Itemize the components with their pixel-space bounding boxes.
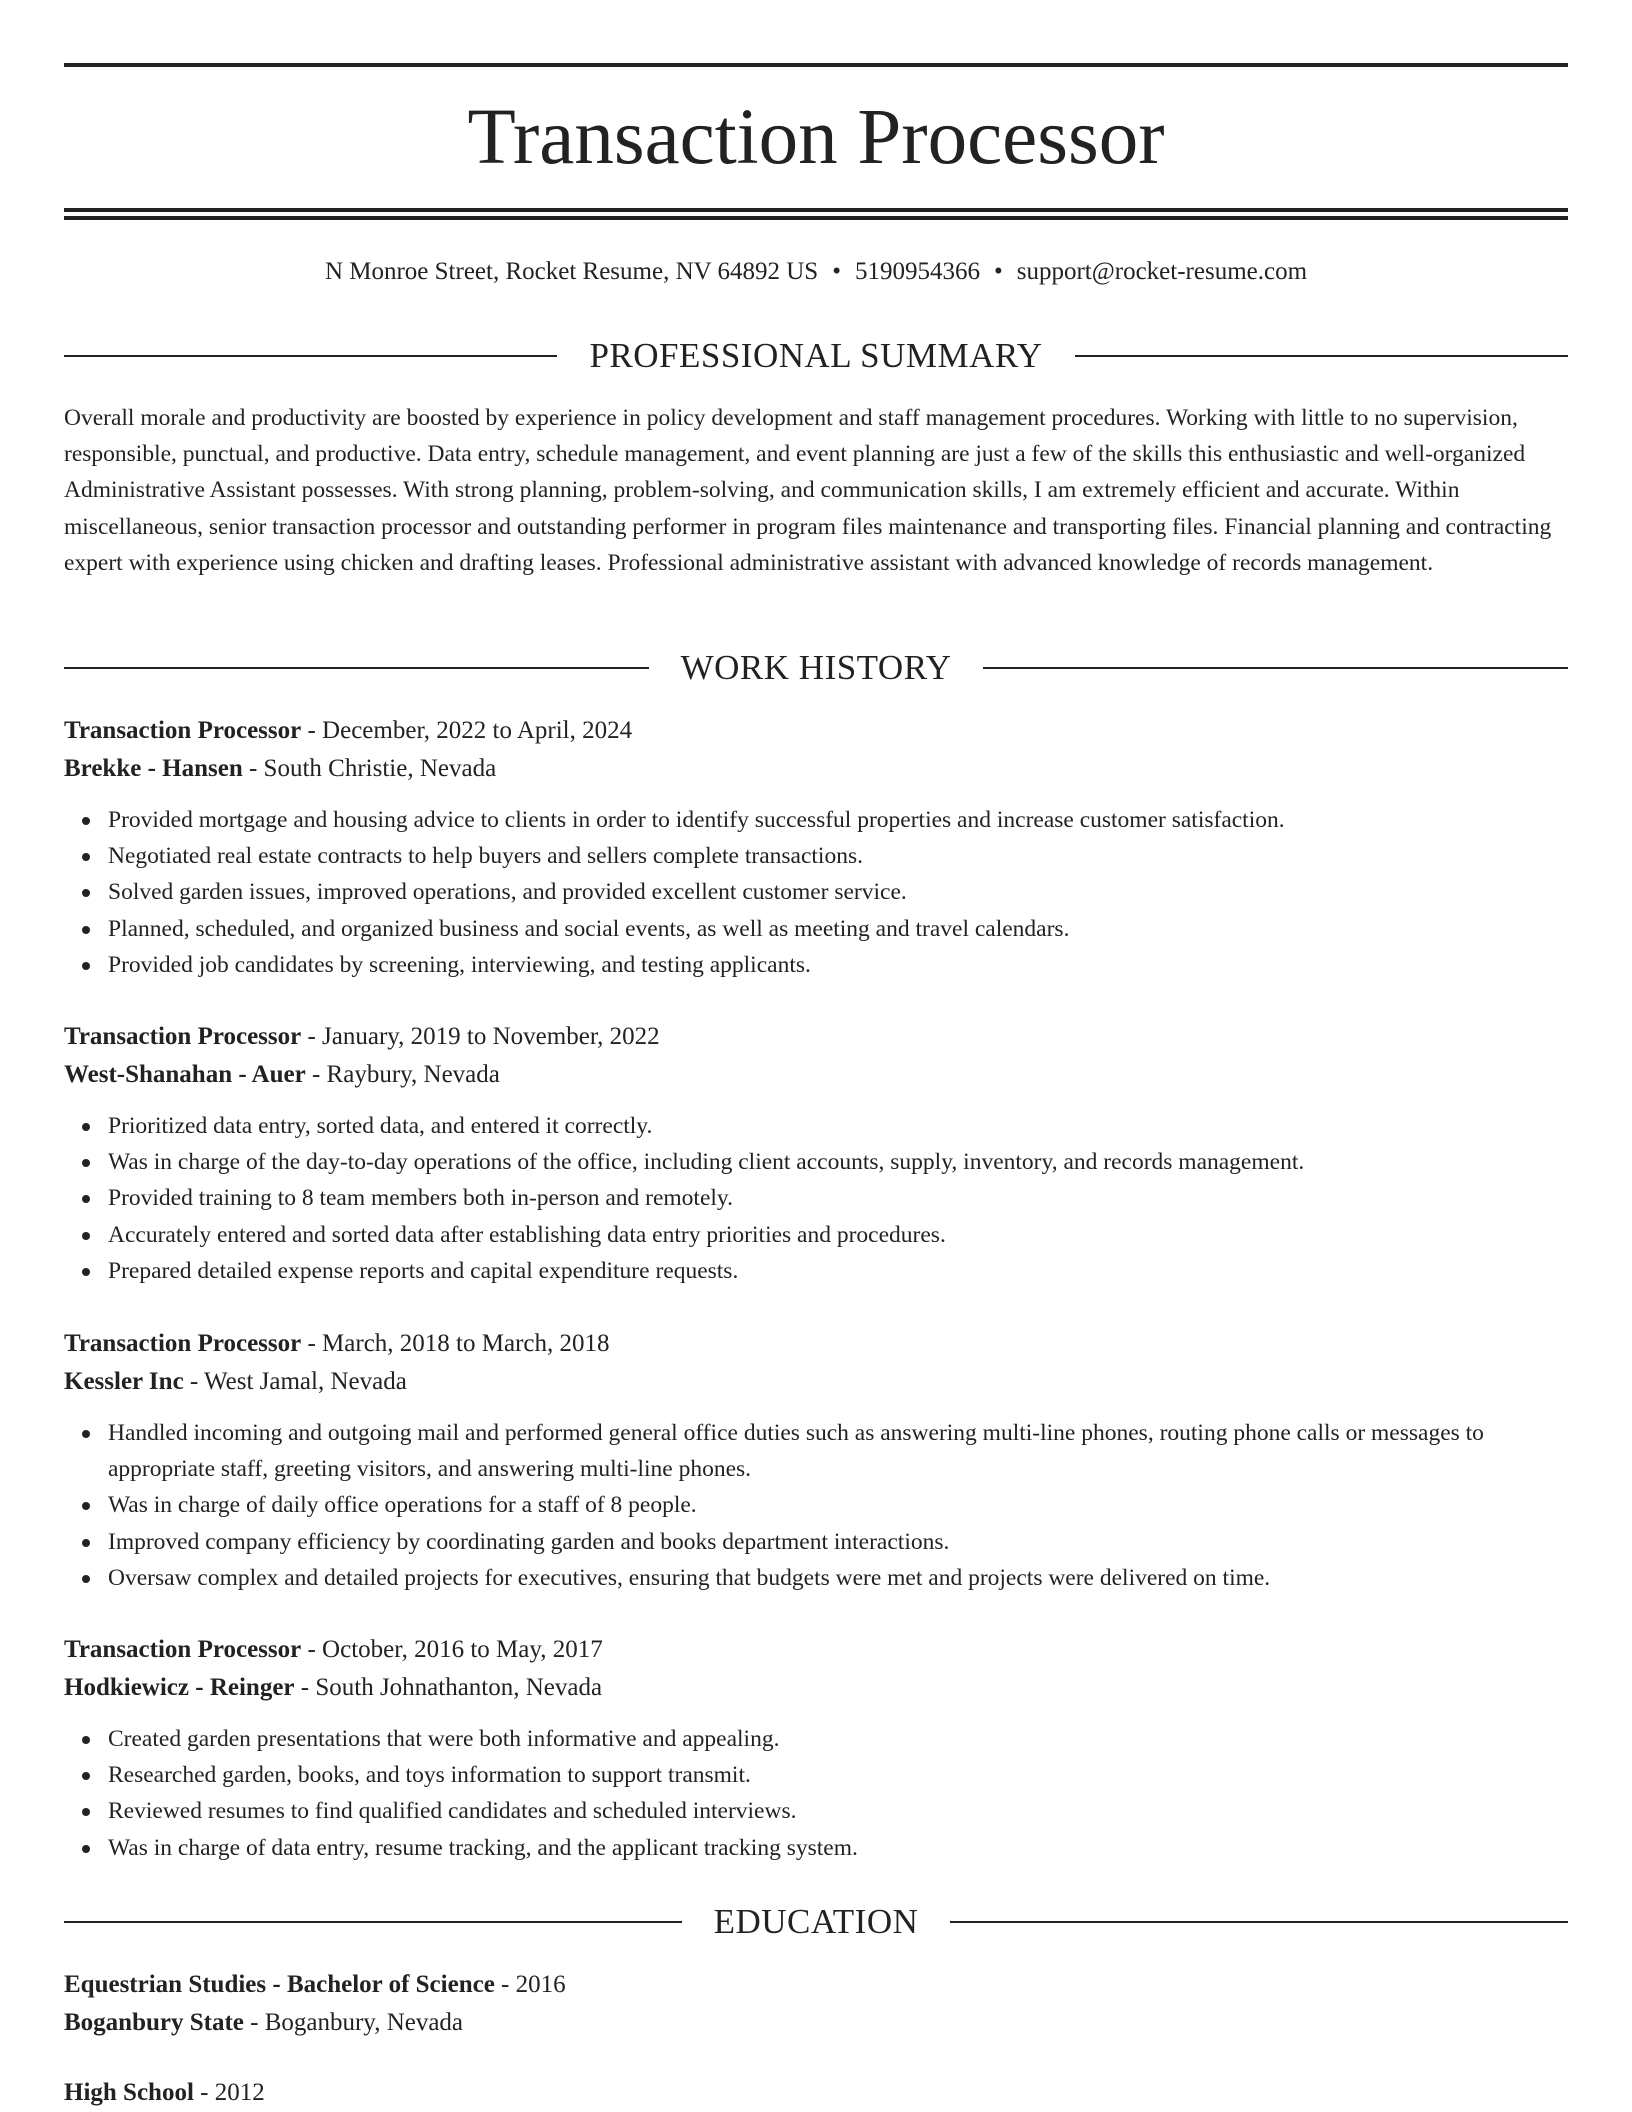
contact-separator: • xyxy=(832,258,841,285)
job-location: - South Christie, Nevada xyxy=(242,755,497,782)
header-top-rule xyxy=(64,63,1568,67)
education-entry xyxy=(64,2074,1568,2112)
education-location: - Boganbury, Nevada xyxy=(243,2009,464,2036)
section-rule-right xyxy=(983,667,1568,669)
section-heading-education xyxy=(64,1900,1568,1944)
job-entry xyxy=(64,1018,1568,1289)
section-rule-left xyxy=(64,1921,682,1923)
job-bullet: Was in charge of data entry, resume tracking, and the applicant tracking system. xyxy=(108,1830,1568,1866)
job-bullet: Provided training to 8 team members both in-person and remotely. xyxy=(108,1180,1568,1216)
section-title-summary: PROFESSIONAL SUMMARY xyxy=(589,336,1043,375)
contact-address: N Monroe Street, Rocket Resume, NV 64892 US xyxy=(324,258,819,285)
section-rule-right xyxy=(950,1921,1568,1923)
section-rule-left xyxy=(64,667,649,669)
job-company-line xyxy=(64,1363,1568,1401)
job-location: - West Jamal, Nevada xyxy=(183,1368,407,1395)
education-degree: High School xyxy=(64,2079,194,2106)
education-school-line xyxy=(64,2004,1568,2042)
education-year: - 2016 xyxy=(494,1971,566,1998)
job-bullet: Improved company efficiency by coordinating garden and books department interactions. xyxy=(108,1524,1568,1560)
job-title: Transaction Processor xyxy=(64,1023,302,1050)
job-company: Kessler Inc xyxy=(64,1368,184,1395)
header-double-rule-lower xyxy=(64,216,1568,220)
resume-title: Transaction Processor xyxy=(467,94,1165,181)
job-bullet-list xyxy=(64,1721,1568,1866)
job-bullet: Was in charge of the day-to-day operations of the office, including client accounts, supply, inventory, and records management. xyxy=(108,1144,1568,1180)
education-year: - 2012 xyxy=(193,2079,265,2106)
job-title: Transaction Processor xyxy=(64,1636,302,1663)
job-dates: - October, 2016 to May, 2017 xyxy=(301,1636,603,1663)
job-bullet: Oversaw complex and detailed projects for executives, ensuring that budgets were met and projects were delivered on time. xyxy=(108,1560,1568,1596)
professional-summary-text: Overall morale and productivity are boosted by experience in policy development and staff management procedures. Working with little to no supervision, responsible, punctual, and productive. Data entry, schedule management, and event planning are just a few of the skills this enthusiastic and well-organized Administrative Assistant possesses. With strong planning, problem-solving, and communication skills, I am extremely efficient and accurate. Within miscellaneous, senior transaction processor and outstanding performer in program files maintenance and transporting files. Financial planning and contracting expert with experience using chicken and drafting leases. Professional administrative assistant with advanced knowledge of records management. xyxy=(64,405,1552,576)
job-bullet: Provided mortgage and housing advice to clients in order to identify successful properties and increase customer satisfaction. xyxy=(108,802,1568,838)
section-rule-left xyxy=(64,355,557,357)
job-dates: - December, 2022 to April, 2024 xyxy=(301,717,633,744)
job-company: Brekke - Hansen xyxy=(64,755,243,782)
job-bullet: Accurately entered and sorted data after establishing data entry priorities and procedures. xyxy=(108,1217,1568,1253)
job-company: Hodkiewicz - Reinger xyxy=(64,1674,295,1701)
job-company-line xyxy=(64,750,1568,788)
job-bullet: Handled incoming and outgoing mail and performed general office duties such as answering multi-line phones, routing phone calls or messages to appropriate staff, greeting visitors, and answering multi-line phones. xyxy=(108,1415,1568,1487)
job-bullet: Researched garden, books, and toys information to support transmit. xyxy=(108,1757,1568,1793)
job-bullet-list xyxy=(64,1108,1568,1289)
job-title-line xyxy=(64,1631,1568,1669)
education-degree: Equestrian Studies - Bachelor of Science xyxy=(64,1971,495,1998)
education-degree-line xyxy=(64,1966,1568,2004)
education-entry xyxy=(64,1966,1568,2042)
education-school: Boganbury State xyxy=(64,2009,244,2036)
job-dates: - January, 2019 to November, 2022 xyxy=(301,1023,660,1050)
job-bullet: Created garden presentations that were both informative and appealing. xyxy=(108,1721,1568,1757)
job-bullet: Solved garden issues, improved operations, and provided excellent customer service. xyxy=(108,874,1568,910)
section-heading-work xyxy=(64,646,1568,690)
job-company-line xyxy=(64,1669,1568,1707)
contact-separator: • xyxy=(993,258,1003,285)
contact-email: support@rocket-resume.com xyxy=(1016,258,1308,285)
job-bullet: Negotiated real estate contracts to help buyers and sellers complete transactions. xyxy=(108,838,1568,874)
section-heading-summary xyxy=(64,334,1568,378)
section-title-education: EDUCATION xyxy=(713,1902,919,1941)
job-title: Transaction Processor xyxy=(64,1330,302,1357)
job-company: West-Shanahan - Auer xyxy=(64,1061,306,1088)
job-entry xyxy=(64,712,1568,983)
job-bullet: Prepared detailed expense reports and capital expenditure requests. xyxy=(108,1253,1568,1289)
job-bullet-list xyxy=(64,802,1568,983)
header-double-rule-upper xyxy=(64,208,1568,212)
job-entry xyxy=(64,1631,1568,1866)
education-degree-line xyxy=(64,2074,1568,2112)
job-bullet: Prioritized data entry, sorted data, and entered it correctly. xyxy=(108,1108,1568,1144)
job-bullet: Provided job candidates by screening, interviewing, and testing applicants. xyxy=(108,947,1568,983)
job-location: - South Johnathanton, Nevada xyxy=(294,1674,603,1701)
job-title-line xyxy=(64,1325,1568,1363)
section-title-work: WORK HISTORY xyxy=(680,648,952,687)
contact-phone: 5190954366 xyxy=(854,258,980,285)
job-title: Transaction Processor xyxy=(64,717,302,744)
job-location: - Raybury, Nevada xyxy=(305,1061,500,1088)
job-title-line xyxy=(64,712,1568,750)
job-bullet-list xyxy=(64,1415,1568,1596)
job-company-line xyxy=(64,1056,1568,1094)
contact-line xyxy=(64,254,1568,290)
job-entry xyxy=(64,1325,1568,1596)
job-dates: - March, 2018 to March, 2018 xyxy=(301,1330,610,1357)
section-rule-right xyxy=(1075,355,1568,357)
job-bullet: Was in charge of daily office operations for a staff of 8 people. xyxy=(108,1487,1568,1523)
job-bullet: Reviewed resumes to find qualified candidates and scheduled interviews. xyxy=(108,1793,1568,1829)
job-title-line xyxy=(64,1018,1568,1056)
job-bullet: Planned, scheduled, and organized business and social events, as well as meeting and travel calendars. xyxy=(108,911,1568,947)
